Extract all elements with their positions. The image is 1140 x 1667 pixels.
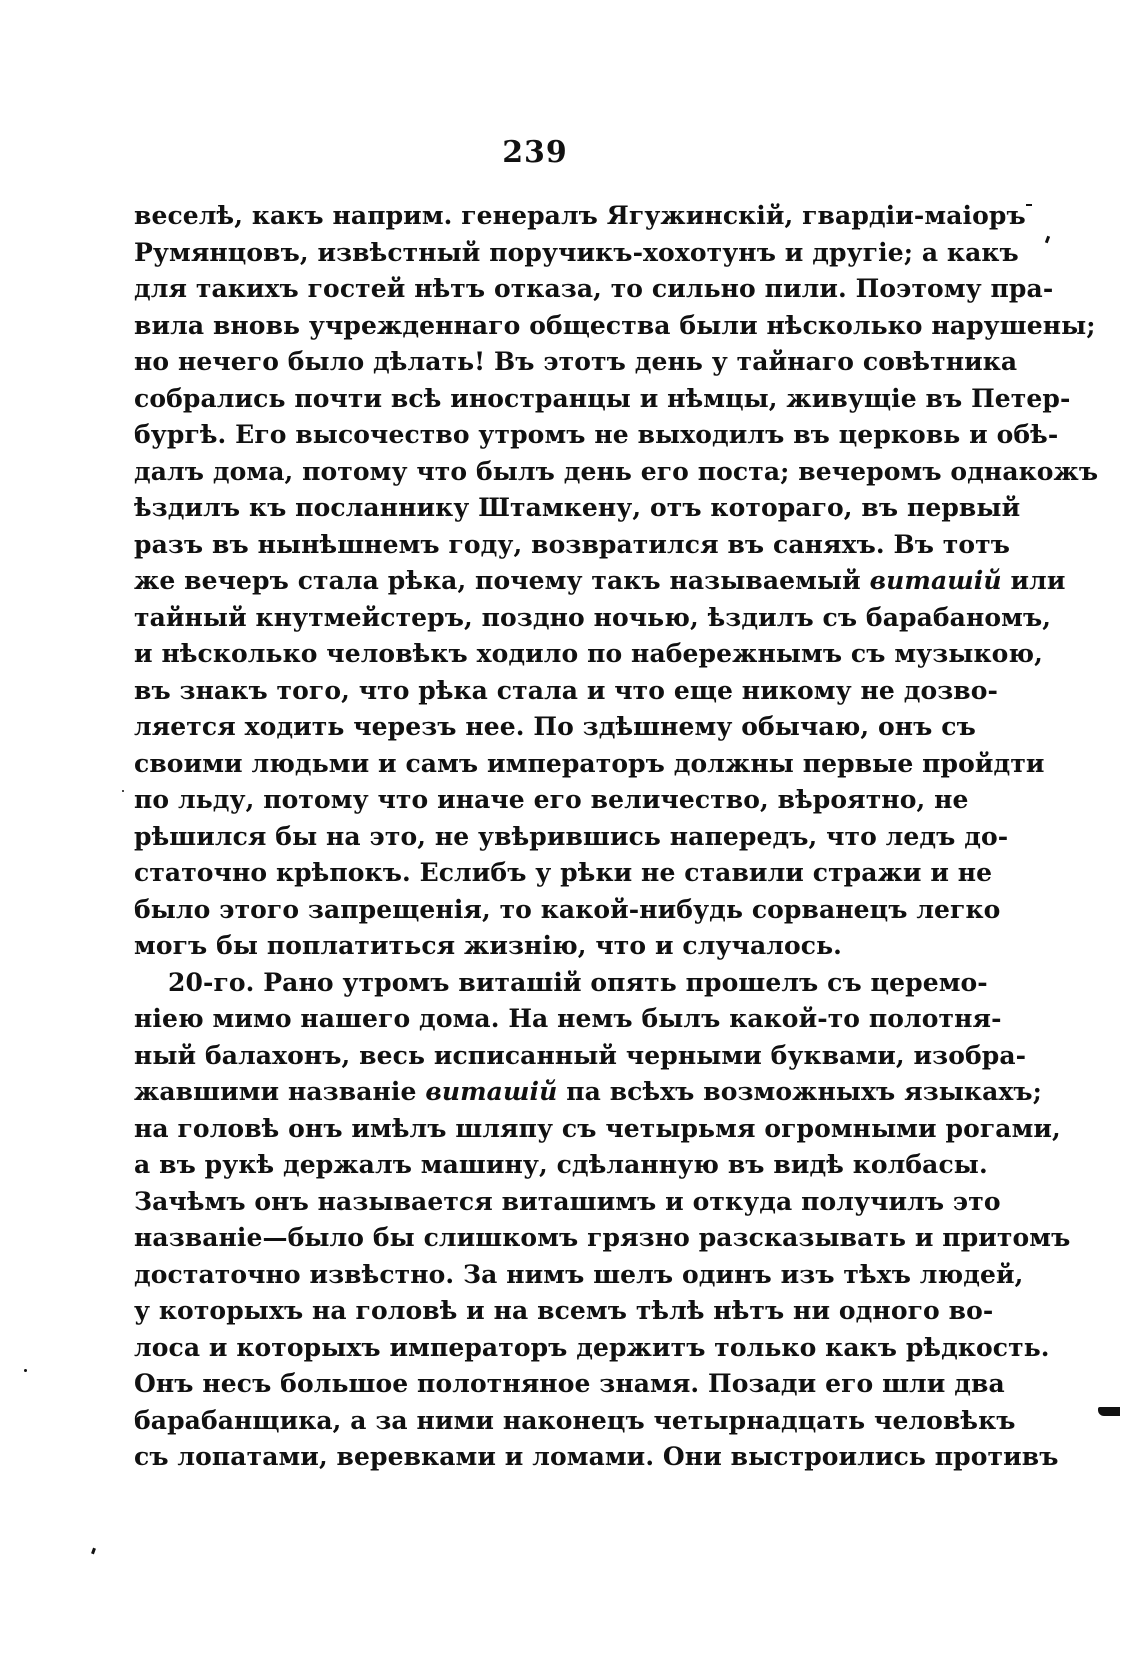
text-line: названіе—было бы слишкомъ грязно разсказывать и притомъ bbox=[134, 1223, 1071, 1252]
text-line: съ лопатами, веревками и ломами. Они выстроились противъ bbox=[134, 1442, 1059, 1471]
scan-speck bbox=[91, 1548, 96, 1555]
text-line: въ знакъ того, что рѣка стала и что еще никому не дозво- bbox=[134, 675, 999, 705]
text-segment: же вечеръ стала рѣка, почему такъ называемый bbox=[134, 566, 870, 595]
text-line: а въ рукѣ держалъ машину, сдѣланную въ видѣ колбасы. bbox=[134, 1150, 988, 1179]
text-line: тайный кнутмейстеръ, поздно ночью, ѣздилъ съ барабаномъ, bbox=[134, 602, 1052, 632]
text-line: бургѣ. Его высочество утромъ не выходилъ въ церковь и обѣ- bbox=[134, 420, 1059, 449]
text-segment: па всѣхъ возможныхъ языкахъ; bbox=[557, 1077, 1042, 1106]
text-line: достаточно извѣстно. За нимъ шелъ одинъ изъ тѣхъ людей, bbox=[134, 1259, 1024, 1289]
text-line: ніею мимо нашего дома. На немъ былъ какой-то полотня- bbox=[134, 1004, 1002, 1033]
text-line: собрались почти всѣ иностранцы и нѣмцы, живущіе въ Петер- bbox=[134, 383, 1071, 413]
paragraph-start-line: 20-го. Рано утромъ виташій опять прошелъ съ церемо- bbox=[168, 967, 988, 997]
text-line-mixed bbox=[134, 563, 1066, 600]
text-line: рѣшился бы на это, не увѣрившись напередъ, что ледъ до- bbox=[134, 821, 1009, 851]
text-line: ляется ходить черезъ нее. По здѣшнему обычаю, онъ съ bbox=[134, 712, 976, 741]
text-line: у которыхъ на головѣ и на всемъ тѣлѣ нѣтъ ни одного во- bbox=[134, 1296, 994, 1325]
text-line: далъ дома, потому что былъ день его поста; вечеромъ однакожъ bbox=[134, 456, 1099, 486]
text-line-mixed bbox=[134, 1074, 1042, 1111]
text-line: Онъ несъ большое полотняное знамя. Позади его шли два bbox=[134, 1369, 1005, 1398]
text-line: было этого запрещенія, то какой-нибудь сорванецъ легко bbox=[134, 894, 1001, 924]
text-line: веселѣ, какъ наприм. генералъ Ягужинскій, гвардіи-маіоръ bbox=[134, 201, 1026, 230]
page-number: 239 bbox=[502, 135, 568, 170]
text-line: своими людьми и самъ императоръ должны первые пройдти bbox=[134, 748, 1045, 778]
scan-speck bbox=[1098, 1407, 1120, 1416]
scan-speck bbox=[1026, 204, 1032, 206]
text-segment: жавшими названіе bbox=[134, 1077, 426, 1106]
text-line: могъ бы поплатиться жизнію, что и случалось. bbox=[134, 931, 842, 960]
text-line: статочно крѣпокъ. Еслибъ у рѣки не ставили стражи и не bbox=[134, 858, 993, 887]
text-line: ѣздилъ къ посланнику Штамкену, отъ котораго, въ первый bbox=[134, 493, 1021, 522]
text-segment: или bbox=[1001, 566, 1066, 595]
text-line: для такихъ гостей нѣтъ отказа, то сильно пили. Поэтому пра- bbox=[134, 274, 1054, 303]
scan-speck bbox=[1045, 236, 1050, 244]
text-line: барабанщика, а за ними наконецъ четырнадцать человѣкъ bbox=[134, 1405, 1016, 1435]
body-text bbox=[134, 198, 1099, 1476]
text-line: ный балахонъ, весь исписанный черными буквами, изобра- bbox=[134, 1040, 1027, 1070]
italic-word: виташій bbox=[425, 1077, 558, 1106]
scan-speck bbox=[24, 1369, 27, 1372]
text-line: на головѣ онъ имѣлъ шляпу съ четырьмя огромными рогами, bbox=[134, 1113, 1061, 1143]
text-line: вила вновь учрежденнаго общества были нѣсколько нарушены; bbox=[134, 310, 1096, 340]
scan-speck bbox=[122, 790, 124, 792]
text-line: лоса и которыхъ императоръ держитъ только какъ рѣдкость. bbox=[134, 1332, 1050, 1362]
text-line: и нѣсколько человѣкъ ходило по набережнымъ съ музыкою, bbox=[134, 639, 1043, 668]
text-line: Румянцовъ, извѣстный поручикъ-хохотунъ и другіе; а какъ bbox=[134, 237, 1019, 267]
italic-word: виташій bbox=[869, 566, 1002, 595]
text-line: Зачѣмъ онъ называется виташимъ и откуда получилъ это bbox=[134, 1186, 1001, 1216]
text-line: разъ въ нынѣшнемъ году, возвратился въ саняхъ. Въ тотъ bbox=[134, 529, 1011, 559]
text-line: но нечего было дѣлать! Въ этотъ день у тайнаго совѣтника bbox=[134, 347, 1018, 376]
text-line: по льду, потому что иначе его величество, вѣроятно, не bbox=[134, 785, 969, 814]
